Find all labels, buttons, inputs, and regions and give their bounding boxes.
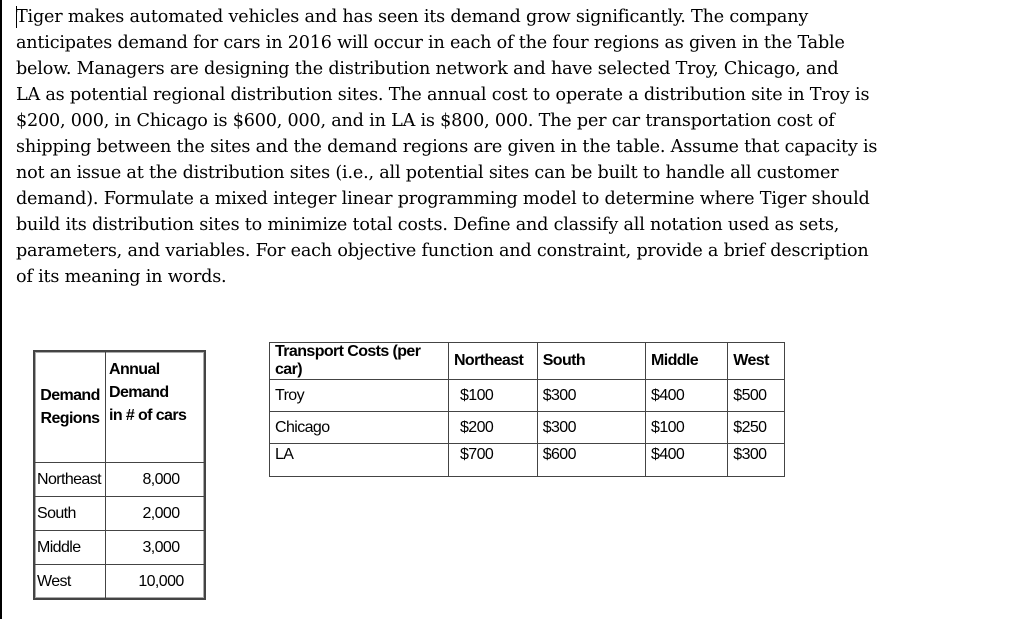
south-header: South [537,343,645,380]
northeast-header: Northeast [448,343,537,380]
cost-cell: $700 [448,444,537,477]
cost-cell: $300 [728,444,785,477]
region-cell: West [34,565,106,600]
table-row [270,412,785,444]
middle-header: Middle [646,343,728,380]
left-border-line [0,0,2,619]
region-cell: Northeast [34,463,106,497]
demand-table [33,350,206,600]
cost-cell: $250 [728,412,785,444]
transport-cost-table [269,342,785,477]
west-header: West [728,343,785,380]
cost-cell: $300 [537,412,645,444]
cost-cell: $400 [646,444,728,477]
cost-cell: $600 [537,444,645,477]
cost-cell: $200 [448,412,537,444]
site-cell: Troy [270,380,449,412]
demand-cell: 2,000 [106,497,206,531]
demand-regions-header: Demand Regions [34,351,106,463]
site-cell: LA [270,444,449,477]
table-row [270,380,785,412]
annual-demand-header: Annual Demand in # of cars [106,351,206,463]
region-cell: Middle [34,531,106,565]
table-row [34,565,205,600]
transport-costs-header: Transport Costs (per car) [270,343,449,380]
demand-table-header-row [34,351,205,463]
cost-cell: $500 [728,380,785,412]
site-cell: Chicago [270,412,449,444]
cost-cell: $400 [646,380,728,412]
table-row [34,531,205,565]
table-row [34,463,205,497]
cost-cell: $300 [537,380,645,412]
demand-cell: 3,000 [106,531,206,565]
demand-cell: 10,000 [106,565,206,600]
cost-table-header-row [270,343,785,380]
problem-statement: Tiger makes automated vehicles and has seen its demand grow significantly. The company anticipates demand for cars in 2016 will occur in each of the four regions as given in the Table below. Managers are designing the distribution network and have selected Troy, Chicago, and LA as potential regional distribution sites. The annual cost to operate a distribution site in Troy is $200, 000, in Chicago is $600, 000, and in LA is $800, 000. The per car transportation cost of shipping between the sites and the demand regions are given in the table. Assume that capacity is not an issue at the distribution sites (i.e., all potential sites can be built to handle all customer demand). Formulate a mixed integer linear programming model to determine where Tiger should build its distribution sites to minimize total costs. Define and classify all notation used as sets, parameters, and variables. For each objective function and constraint, provide a brief description of its meaning in words. [16,7,878,287]
table-row [270,444,785,477]
region-cell: South [34,497,106,531]
table-row [34,497,205,531]
demand-cell: 8,000 [106,463,206,497]
cost-cell: $100 [646,412,728,444]
cost-cell: $100 [448,380,537,412]
